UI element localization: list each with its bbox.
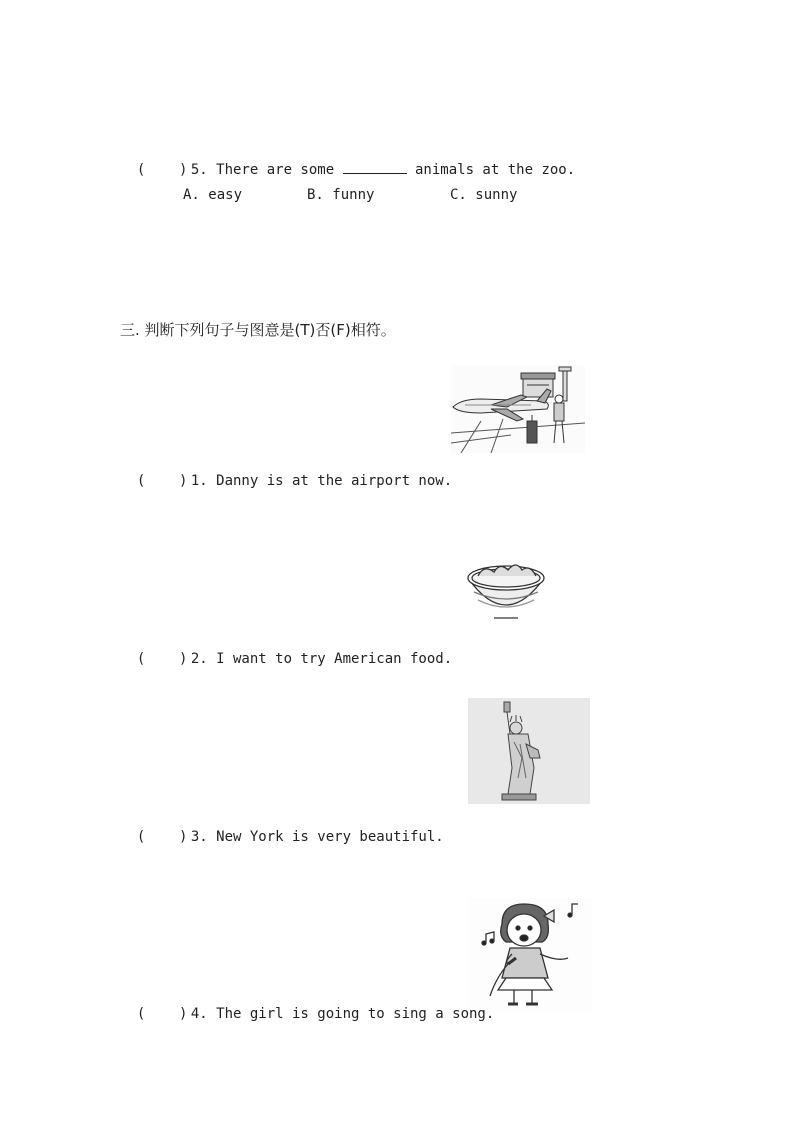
- statement-3: [120, 810, 444, 846]
- fill-in-blank: [343, 161, 407, 174]
- dumplings-bowl-icon: [464, 552, 548, 624]
- answer-parens: ( ): [136, 1006, 188, 1022]
- statement-text: 2. I want to try American food.: [190, 651, 453, 667]
- section-heading: 三. 判断下列句子与图意是(T)否(F)相符。: [120, 321, 396, 339]
- question-5: [120, 143, 575, 179]
- answer-parens: ( ): [136, 473, 188, 489]
- airport-icon: [451, 365, 585, 453]
- question-text-start: 5. There are some: [190, 162, 343, 178]
- option-c: C. sunny: [450, 187, 518, 203]
- answer-parens: ( ): [136, 829, 188, 845]
- statement-text: 1. Danny is at the airport now.: [190, 473, 453, 489]
- statement-2: [120, 632, 452, 668]
- statue-of-liberty-icon: [468, 698, 590, 804]
- question-text-end: animals at the zoo.: [406, 162, 576, 178]
- question-5-options: [0, 187, 794, 207]
- answer-parens: ( ): [136, 651, 188, 667]
- answer-parens: ( ): [136, 162, 188, 178]
- option-b: B. funny: [307, 187, 375, 203]
- statement-1: [120, 454, 452, 490]
- option-a: A. easy: [183, 187, 243, 203]
- statement-text: 3. New York is very beautiful.: [190, 829, 444, 845]
- statement-text: 4. The girl is going to sing a song.: [190, 1006, 495, 1022]
- statement-4: [120, 987, 494, 1023]
